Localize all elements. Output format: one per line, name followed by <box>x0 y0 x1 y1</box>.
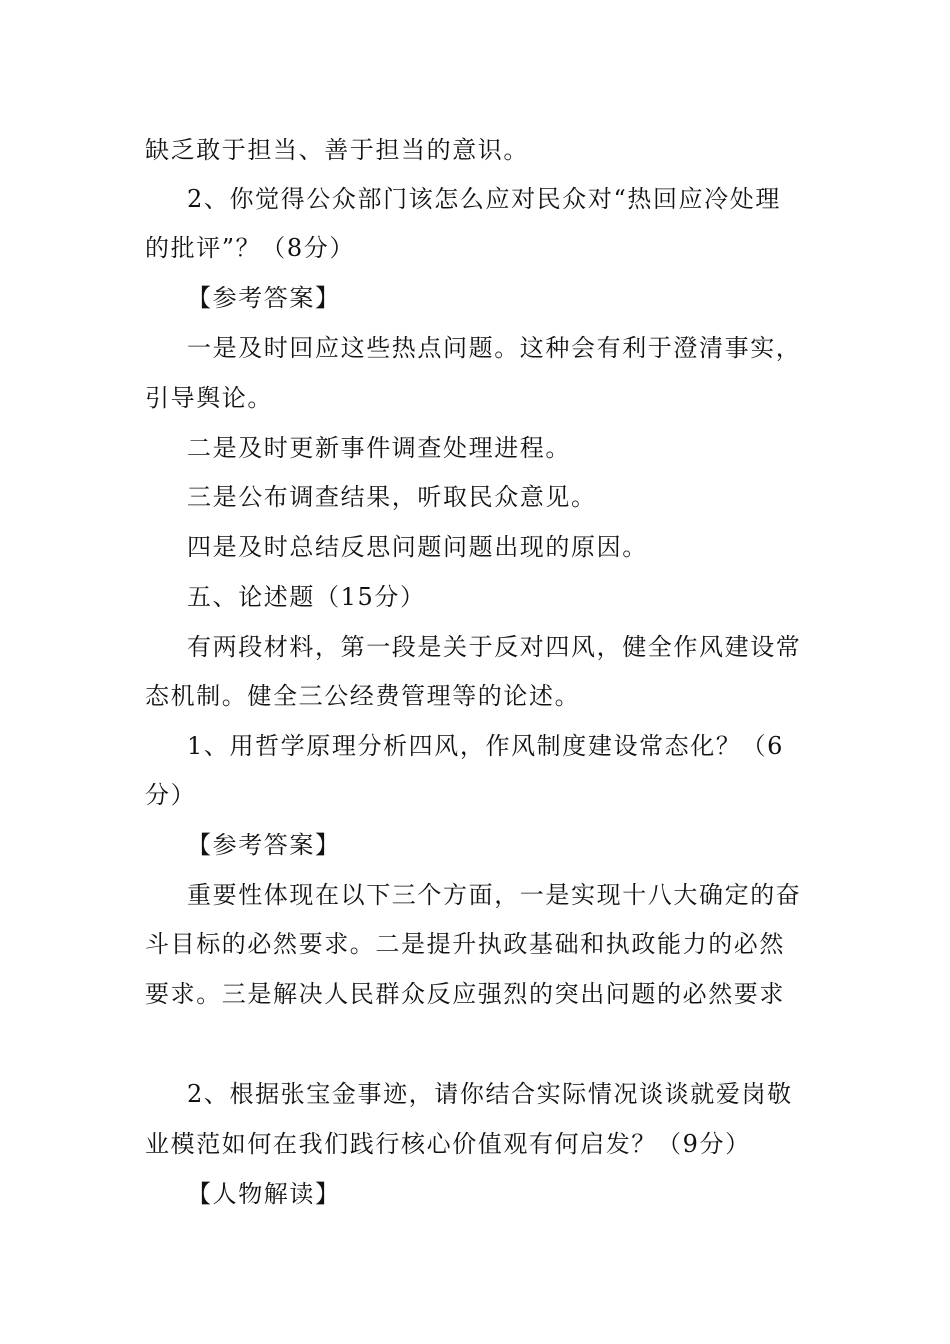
text-line: 要求。三是解决人民群众反应强烈的突出问题的必然要求 <box>145 980 785 1008</box>
text-line: 一是及时回应这些热点问题。这种会有利于澄清事实， <box>187 334 802 362</box>
text-line: 引导舆论。 <box>145 384 273 412</box>
text-line: 四是及时总结反思问题问题出现的原因。 <box>187 533 648 561</box>
text-line: 二是及时更新事件调查处理进程。 <box>187 434 571 462</box>
section-heading: 【人物解读】 <box>187 1180 341 1208</box>
text-line: 的批评”？（8分） <box>145 234 355 262</box>
text-line: 态机制。健全三公经费管理等的论述。 <box>145 682 581 710</box>
text-line: 有两段材料，第一段是关于反对四风，健全作风建设常 <box>187 633 802 661</box>
text-line: 缺乏敢于担当、善于担当的意识。 <box>145 136 529 164</box>
section-heading: 【参考答案】 <box>187 284 341 312</box>
section-heading: 【参考答案】 <box>187 831 341 859</box>
question-line: 1、用哲学原理分析四风，作风制度建设常态化？（6 <box>187 732 784 760</box>
text-line: 重要性体现在以下三个方面，一是实现十八大确定的奋 <box>187 881 802 909</box>
question-line: 2、根据张宝金事迹，请你结合实际情况谈谈就爱岗敬 <box>187 1080 793 1108</box>
text-line: 三是公布调查结果，听取民众意见。 <box>187 483 597 511</box>
section-heading: 五、论述题（15分） <box>187 583 426 611</box>
text-line: 斗目标的必然要求。二是提升执政基础和执政能力的必然 <box>145 930 785 958</box>
text-line: 分） <box>145 781 197 809</box>
question-line: 2、你觉得公众部门该怎么应对民众对“热回应冷处理 <box>187 185 781 213</box>
text-line: 业模范如何在我们践行核心价值观有何启发？（9分） <box>145 1130 751 1158</box>
